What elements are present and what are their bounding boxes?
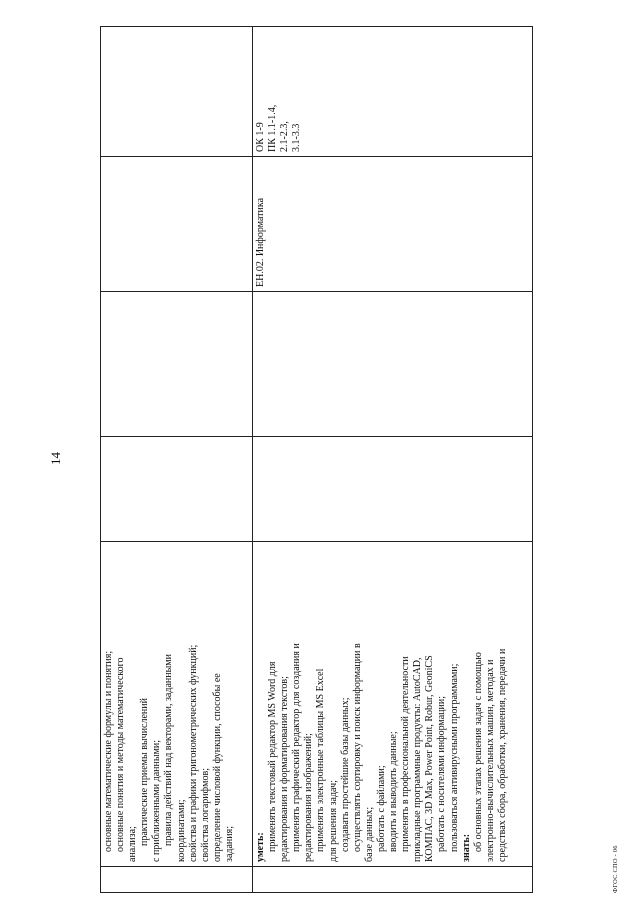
content-line: задания; <box>223 826 235 862</box>
content-line: анализа; <box>127 826 139 862</box>
content-line: работать с носителями информации; <box>436 696 448 852</box>
hours-cell <box>253 292 533 437</box>
content-line: средствах сбора, обработки, хранения, передачи и <box>496 648 508 862</box>
index-cell <box>101 867 253 893</box>
content-line: прикладные программные продукты: AutoCAD, <box>412 657 424 862</box>
content-line: практические приемы вычислений <box>139 698 151 846</box>
content-cell <box>101 542 253 867</box>
content-line: применять графический редактор для создания и <box>291 643 303 852</box>
discipline-cell <box>253 157 533 292</box>
content-line: осуществлять сортировку и поиск информации в <box>351 643 363 852</box>
content-line: базе данных; <box>363 806 375 862</box>
discipline-cell <box>101 157 253 292</box>
section-heading: знать: <box>460 833 472 862</box>
content-line: определение числовой функции, способы ее <box>211 673 223 862</box>
content-line: с приближенными данными; <box>151 739 163 862</box>
content-line: для решения задач; <box>327 780 339 862</box>
section-heading: уметь: <box>255 832 266 862</box>
hours-cell <box>101 292 253 437</box>
content-line: применять текстовый редактор MS Word для <box>267 661 279 852</box>
content-line: редактирования изображений; <box>303 733 315 862</box>
content-line: об основных этапах решения задач с помощью <box>472 652 484 852</box>
competency-code: 2.1-2.3, <box>279 121 291 152</box>
competency-cell <box>101 27 253 157</box>
page-number: 14 <box>48 452 63 465</box>
competency-cell <box>253 27 533 157</box>
content-cell <box>253 542 533 867</box>
content-line: свойства логарифмов; <box>199 768 211 862</box>
competency-code: ОК 1-9 <box>255 122 266 152</box>
table-row <box>101 27 253 893</box>
content-line: пользоваться антивирусными программами; <box>448 663 460 852</box>
footer-code: ФГОС СПО - 06 <box>612 845 619 893</box>
content-line: свойства и графики тригонометрических функций; <box>187 644 199 862</box>
content-line: основные математические формулы и понятия; <box>103 650 114 852</box>
competency-code: 3.1-3.3 <box>291 123 303 152</box>
hours-cell <box>101 437 253 542</box>
content-line: КОМПАС, 3D Max, Power Point, Robur, GeoniCS <box>424 655 436 862</box>
curriculum-table <box>100 26 533 893</box>
content-line: правила действий над векторами, заданными <box>163 654 175 846</box>
content-line: координатами; <box>175 799 187 862</box>
table-row <box>253 27 533 893</box>
hours-cell <box>253 437 533 542</box>
competency-code: ПК 1.1-1.4, <box>267 104 279 152</box>
content-line: вводить и выводить данные; <box>388 731 400 852</box>
content-line: создавать простейшие базы данных; <box>339 697 351 852</box>
content-line: редактирования и форматирования текстов; <box>279 676 291 862</box>
content-line: работать с файлами; <box>375 765 387 852</box>
content-line: применять электронные таблицы MS Excel <box>315 668 327 852</box>
discipline-name: ЕН.02. Информатика <box>255 197 266 287</box>
content-line: применять в профессиональной деятельности <box>400 656 412 852</box>
content-line: основные понятия и методы математического <box>115 657 127 852</box>
content-line: электронно-вычислительных машин, методах и <box>484 659 496 862</box>
index-cell <box>253 867 533 893</box>
